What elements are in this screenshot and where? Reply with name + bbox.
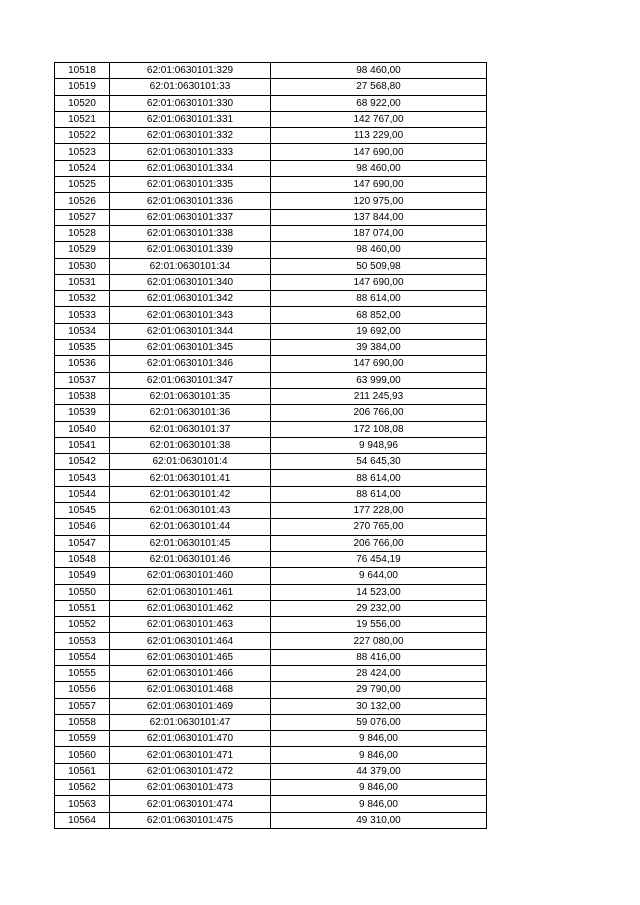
cadastral-number-cell: 62:01:0630101:336 [110, 193, 271, 209]
cadastral-value-cell: 29 232,00 [271, 600, 487, 616]
row-number-cell: 10540 [55, 421, 110, 437]
table-row [55, 340, 487, 356]
table-row [55, 144, 487, 160]
row-number-cell: 10533 [55, 307, 110, 323]
cadastral-value-cell: 44 379,00 [271, 763, 487, 779]
row-number-cell: 10527 [55, 209, 110, 225]
row-number-cell: 10529 [55, 242, 110, 258]
cadastral-number-cell: 62:01:0630101:468 [110, 682, 271, 698]
cadastral-value-cell: 9 948,96 [271, 437, 487, 453]
table-row [55, 437, 487, 453]
cadastral-value-cell: 147 690,00 [271, 356, 487, 372]
cadastral-value-cell: 39 384,00 [271, 340, 487, 356]
cadastral-number-cell: 62:01:0630101:337 [110, 209, 271, 225]
table-row [55, 128, 487, 144]
table-row [55, 584, 487, 600]
row-number-cell: 10534 [55, 323, 110, 339]
cadastral-number-cell: 62:01:0630101:44 [110, 519, 271, 535]
row-number-cell: 10546 [55, 519, 110, 535]
table-row [55, 535, 487, 551]
row-number-cell: 10528 [55, 225, 110, 241]
cadastral-value-cell: 211 245,93 [271, 388, 487, 404]
cadastral-value-cell: 270 765,00 [271, 519, 487, 535]
cadastral-value-cell: 63 999,00 [271, 372, 487, 388]
cadastral-number-cell: 62:01:0630101:343 [110, 307, 271, 323]
row-number-cell: 10532 [55, 291, 110, 307]
cadastral-number-cell: 62:01:0630101:340 [110, 274, 271, 290]
cadastral-number-cell: 62:01:0630101:333 [110, 144, 271, 160]
row-number-cell: 10538 [55, 388, 110, 404]
cadastral-value-cell: 206 766,00 [271, 405, 487, 421]
row-number-cell: 10531 [55, 274, 110, 290]
cadastral-number-cell: 62:01:0630101:464 [110, 633, 271, 649]
row-number-cell: 10535 [55, 340, 110, 356]
cadastral-number-cell: 62:01:0630101:330 [110, 95, 271, 111]
table-row [55, 600, 487, 616]
cadastral-number-cell: 62:01:0630101:344 [110, 323, 271, 339]
cadastral-number-cell: 62:01:0630101:334 [110, 160, 271, 176]
table-row [55, 242, 487, 258]
cadastral-number-cell: 62:01:0630101:4 [110, 454, 271, 470]
table-row [55, 486, 487, 502]
cadastral-number-cell: 62:01:0630101:461 [110, 584, 271, 600]
table-row [55, 519, 487, 535]
row-number-cell: 10547 [55, 535, 110, 551]
cadastral-number-cell: 62:01:0630101:38 [110, 437, 271, 453]
cadastral-number-cell: 62:01:0630101:43 [110, 503, 271, 519]
table-row [55, 388, 487, 404]
cadastral-number-cell: 62:01:0630101:329 [110, 63, 271, 79]
cadastral-value-cell: 49 310,00 [271, 812, 487, 828]
cadastral-value-cell: 28 424,00 [271, 665, 487, 681]
cadastral-number-cell: 62:01:0630101:42 [110, 486, 271, 502]
cadastral-value-cell: 88 614,00 [271, 291, 487, 307]
cadastral-number-cell: 62:01:0630101:331 [110, 111, 271, 127]
cadastral-number-cell: 62:01:0630101:34 [110, 258, 271, 274]
cadastral-value-cell: 68 922,00 [271, 95, 487, 111]
cadastral-value-cell: 19 556,00 [271, 617, 487, 633]
cadastral-number-cell: 62:01:0630101:338 [110, 225, 271, 241]
cadastral-number-cell: 62:01:0630101:463 [110, 617, 271, 633]
cadastral-value-cell: 9 846,00 [271, 796, 487, 812]
row-number-cell: 10519 [55, 79, 110, 95]
row-number-cell: 10537 [55, 372, 110, 388]
cadastral-value-cell: 30 132,00 [271, 698, 487, 714]
table-row [55, 796, 487, 812]
cadastral-value-cell: 29 790,00 [271, 682, 487, 698]
cadastral-value-table [54, 62, 487, 829]
row-number-cell: 10548 [55, 551, 110, 567]
cadastral-number-cell: 62:01:0630101:41 [110, 470, 271, 486]
table-row [55, 258, 487, 274]
cadastral-number-cell: 62:01:0630101:466 [110, 665, 271, 681]
cadastral-number-cell: 62:01:0630101:37 [110, 421, 271, 437]
cadastral-number-cell: 62:01:0630101:460 [110, 568, 271, 584]
row-number-cell: 10521 [55, 111, 110, 127]
document-page [54, 62, 486, 829]
cadastral-value-cell: 9 846,00 [271, 747, 487, 763]
table-row [55, 698, 487, 714]
cadastral-number-cell: 62:01:0630101:35 [110, 388, 271, 404]
table-row [55, 763, 487, 779]
cadastral-value-cell: 177 228,00 [271, 503, 487, 519]
row-number-cell: 10545 [55, 503, 110, 519]
row-number-cell: 10556 [55, 682, 110, 698]
table-row [55, 372, 487, 388]
row-number-cell: 10563 [55, 796, 110, 812]
table-row [55, 633, 487, 649]
cadastral-value-cell: 147 690,00 [271, 274, 487, 290]
cadastral-value-cell: 59 076,00 [271, 714, 487, 730]
cadastral-value-cell: 120 975,00 [271, 193, 487, 209]
table-body [55, 63, 487, 829]
table-row [55, 747, 487, 763]
cadastral-number-cell: 62:01:0630101:345 [110, 340, 271, 356]
row-number-cell: 10522 [55, 128, 110, 144]
row-number-cell: 10525 [55, 177, 110, 193]
cadastral-number-cell: 62:01:0630101:473 [110, 780, 271, 796]
cadastral-number-cell: 62:01:0630101:33 [110, 79, 271, 95]
row-number-cell: 10562 [55, 780, 110, 796]
cadastral-value-cell: 227 080,00 [271, 633, 487, 649]
cadastral-value-cell: 137 844,00 [271, 209, 487, 225]
cadastral-value-cell: 98 460,00 [271, 63, 487, 79]
cadastral-value-cell: 54 645,30 [271, 454, 487, 470]
table-row [55, 274, 487, 290]
table-row [55, 111, 487, 127]
row-number-cell: 10524 [55, 160, 110, 176]
row-number-cell: 10526 [55, 193, 110, 209]
table-row [55, 225, 487, 241]
cadastral-value-cell: 14 523,00 [271, 584, 487, 600]
row-number-cell: 10536 [55, 356, 110, 372]
cadastral-number-cell: 62:01:0630101:335 [110, 177, 271, 193]
cadastral-value-cell: 76 454,19 [271, 551, 487, 567]
table-row [55, 470, 487, 486]
table-row [55, 731, 487, 747]
cadastral-number-cell: 62:01:0630101:472 [110, 763, 271, 779]
cadastral-number-cell: 62:01:0630101:469 [110, 698, 271, 714]
cadastral-number-cell: 62:01:0630101:474 [110, 796, 271, 812]
table-row [55, 209, 487, 225]
cadastral-number-cell: 62:01:0630101:471 [110, 747, 271, 763]
cadastral-value-cell: 113 229,00 [271, 128, 487, 144]
cadastral-value-cell: 27 568,80 [271, 79, 487, 95]
cadastral-value-cell: 147 690,00 [271, 177, 487, 193]
table-row [55, 79, 487, 95]
table-row [55, 160, 487, 176]
row-number-cell: 10564 [55, 812, 110, 828]
cadastral-number-cell: 62:01:0630101:36 [110, 405, 271, 421]
row-number-cell: 10523 [55, 144, 110, 160]
cadastral-number-cell: 62:01:0630101:342 [110, 291, 271, 307]
cadastral-value-cell: 68 852,00 [271, 307, 487, 323]
cadastral-value-cell: 172 108,08 [271, 421, 487, 437]
cadastral-value-cell: 206 766,00 [271, 535, 487, 551]
cadastral-value-cell: 9 644,00 [271, 568, 487, 584]
row-number-cell: 10552 [55, 617, 110, 633]
cadastral-value-cell: 9 846,00 [271, 731, 487, 747]
table-row [55, 95, 487, 111]
table-row [55, 193, 487, 209]
cadastral-value-cell: 98 460,00 [271, 160, 487, 176]
table-row [55, 291, 487, 307]
table-row [55, 177, 487, 193]
cadastral-value-cell: 9 846,00 [271, 780, 487, 796]
cadastral-value-cell: 88 614,00 [271, 486, 487, 502]
row-number-cell: 10549 [55, 568, 110, 584]
row-number-cell: 10553 [55, 633, 110, 649]
cadastral-number-cell: 62:01:0630101:346 [110, 356, 271, 372]
cadastral-value-cell: 142 767,00 [271, 111, 487, 127]
cadastral-number-cell: 62:01:0630101:339 [110, 242, 271, 258]
table-row [55, 568, 487, 584]
table-row [55, 405, 487, 421]
row-number-cell: 10530 [55, 258, 110, 274]
row-number-cell: 10550 [55, 584, 110, 600]
row-number-cell: 10554 [55, 649, 110, 665]
cadastral-value-cell: 88 416,00 [271, 649, 487, 665]
cadastral-number-cell: 62:01:0630101:475 [110, 812, 271, 828]
cadastral-number-cell: 62:01:0630101:45 [110, 535, 271, 551]
row-number-cell: 10541 [55, 437, 110, 453]
cadastral-value-cell: 98 460,00 [271, 242, 487, 258]
cadastral-number-cell: 62:01:0630101:332 [110, 128, 271, 144]
row-number-cell: 10558 [55, 714, 110, 730]
cadastral-number-cell: 62:01:0630101:470 [110, 731, 271, 747]
row-number-cell: 10544 [55, 486, 110, 502]
table-row [55, 421, 487, 437]
row-number-cell: 10555 [55, 665, 110, 681]
table-row [55, 812, 487, 828]
table-row [55, 551, 487, 567]
table-row [55, 649, 487, 665]
cadastral-value-cell: 50 509,98 [271, 258, 487, 274]
row-number-cell: 10542 [55, 454, 110, 470]
row-number-cell: 10561 [55, 763, 110, 779]
cadastral-number-cell: 62:01:0630101:47 [110, 714, 271, 730]
row-number-cell: 10543 [55, 470, 110, 486]
row-number-cell: 10560 [55, 747, 110, 763]
cadastral-value-cell: 19 692,00 [271, 323, 487, 339]
cadastral-value-cell: 147 690,00 [271, 144, 487, 160]
cadastral-value-cell: 88 614,00 [271, 470, 487, 486]
cadastral-number-cell: 62:01:0630101:46 [110, 551, 271, 567]
table-row [55, 780, 487, 796]
table-row [55, 617, 487, 633]
table-row [55, 454, 487, 470]
table-row [55, 323, 487, 339]
cadastral-number-cell: 62:01:0630101:465 [110, 649, 271, 665]
table-row [55, 63, 487, 79]
row-number-cell: 10551 [55, 600, 110, 616]
table-row [55, 682, 487, 698]
row-number-cell: 10559 [55, 731, 110, 747]
cadastral-number-cell: 62:01:0630101:462 [110, 600, 271, 616]
table-row [55, 714, 487, 730]
row-number-cell: 10518 [55, 63, 110, 79]
table-row [55, 356, 487, 372]
row-number-cell: 10557 [55, 698, 110, 714]
row-number-cell: 10520 [55, 95, 110, 111]
table-row [55, 307, 487, 323]
cadastral-value-cell: 187 074,00 [271, 225, 487, 241]
table-row [55, 503, 487, 519]
row-number-cell: 10539 [55, 405, 110, 421]
cadastral-number-cell: 62:01:0630101:347 [110, 372, 271, 388]
table-row [55, 665, 487, 681]
